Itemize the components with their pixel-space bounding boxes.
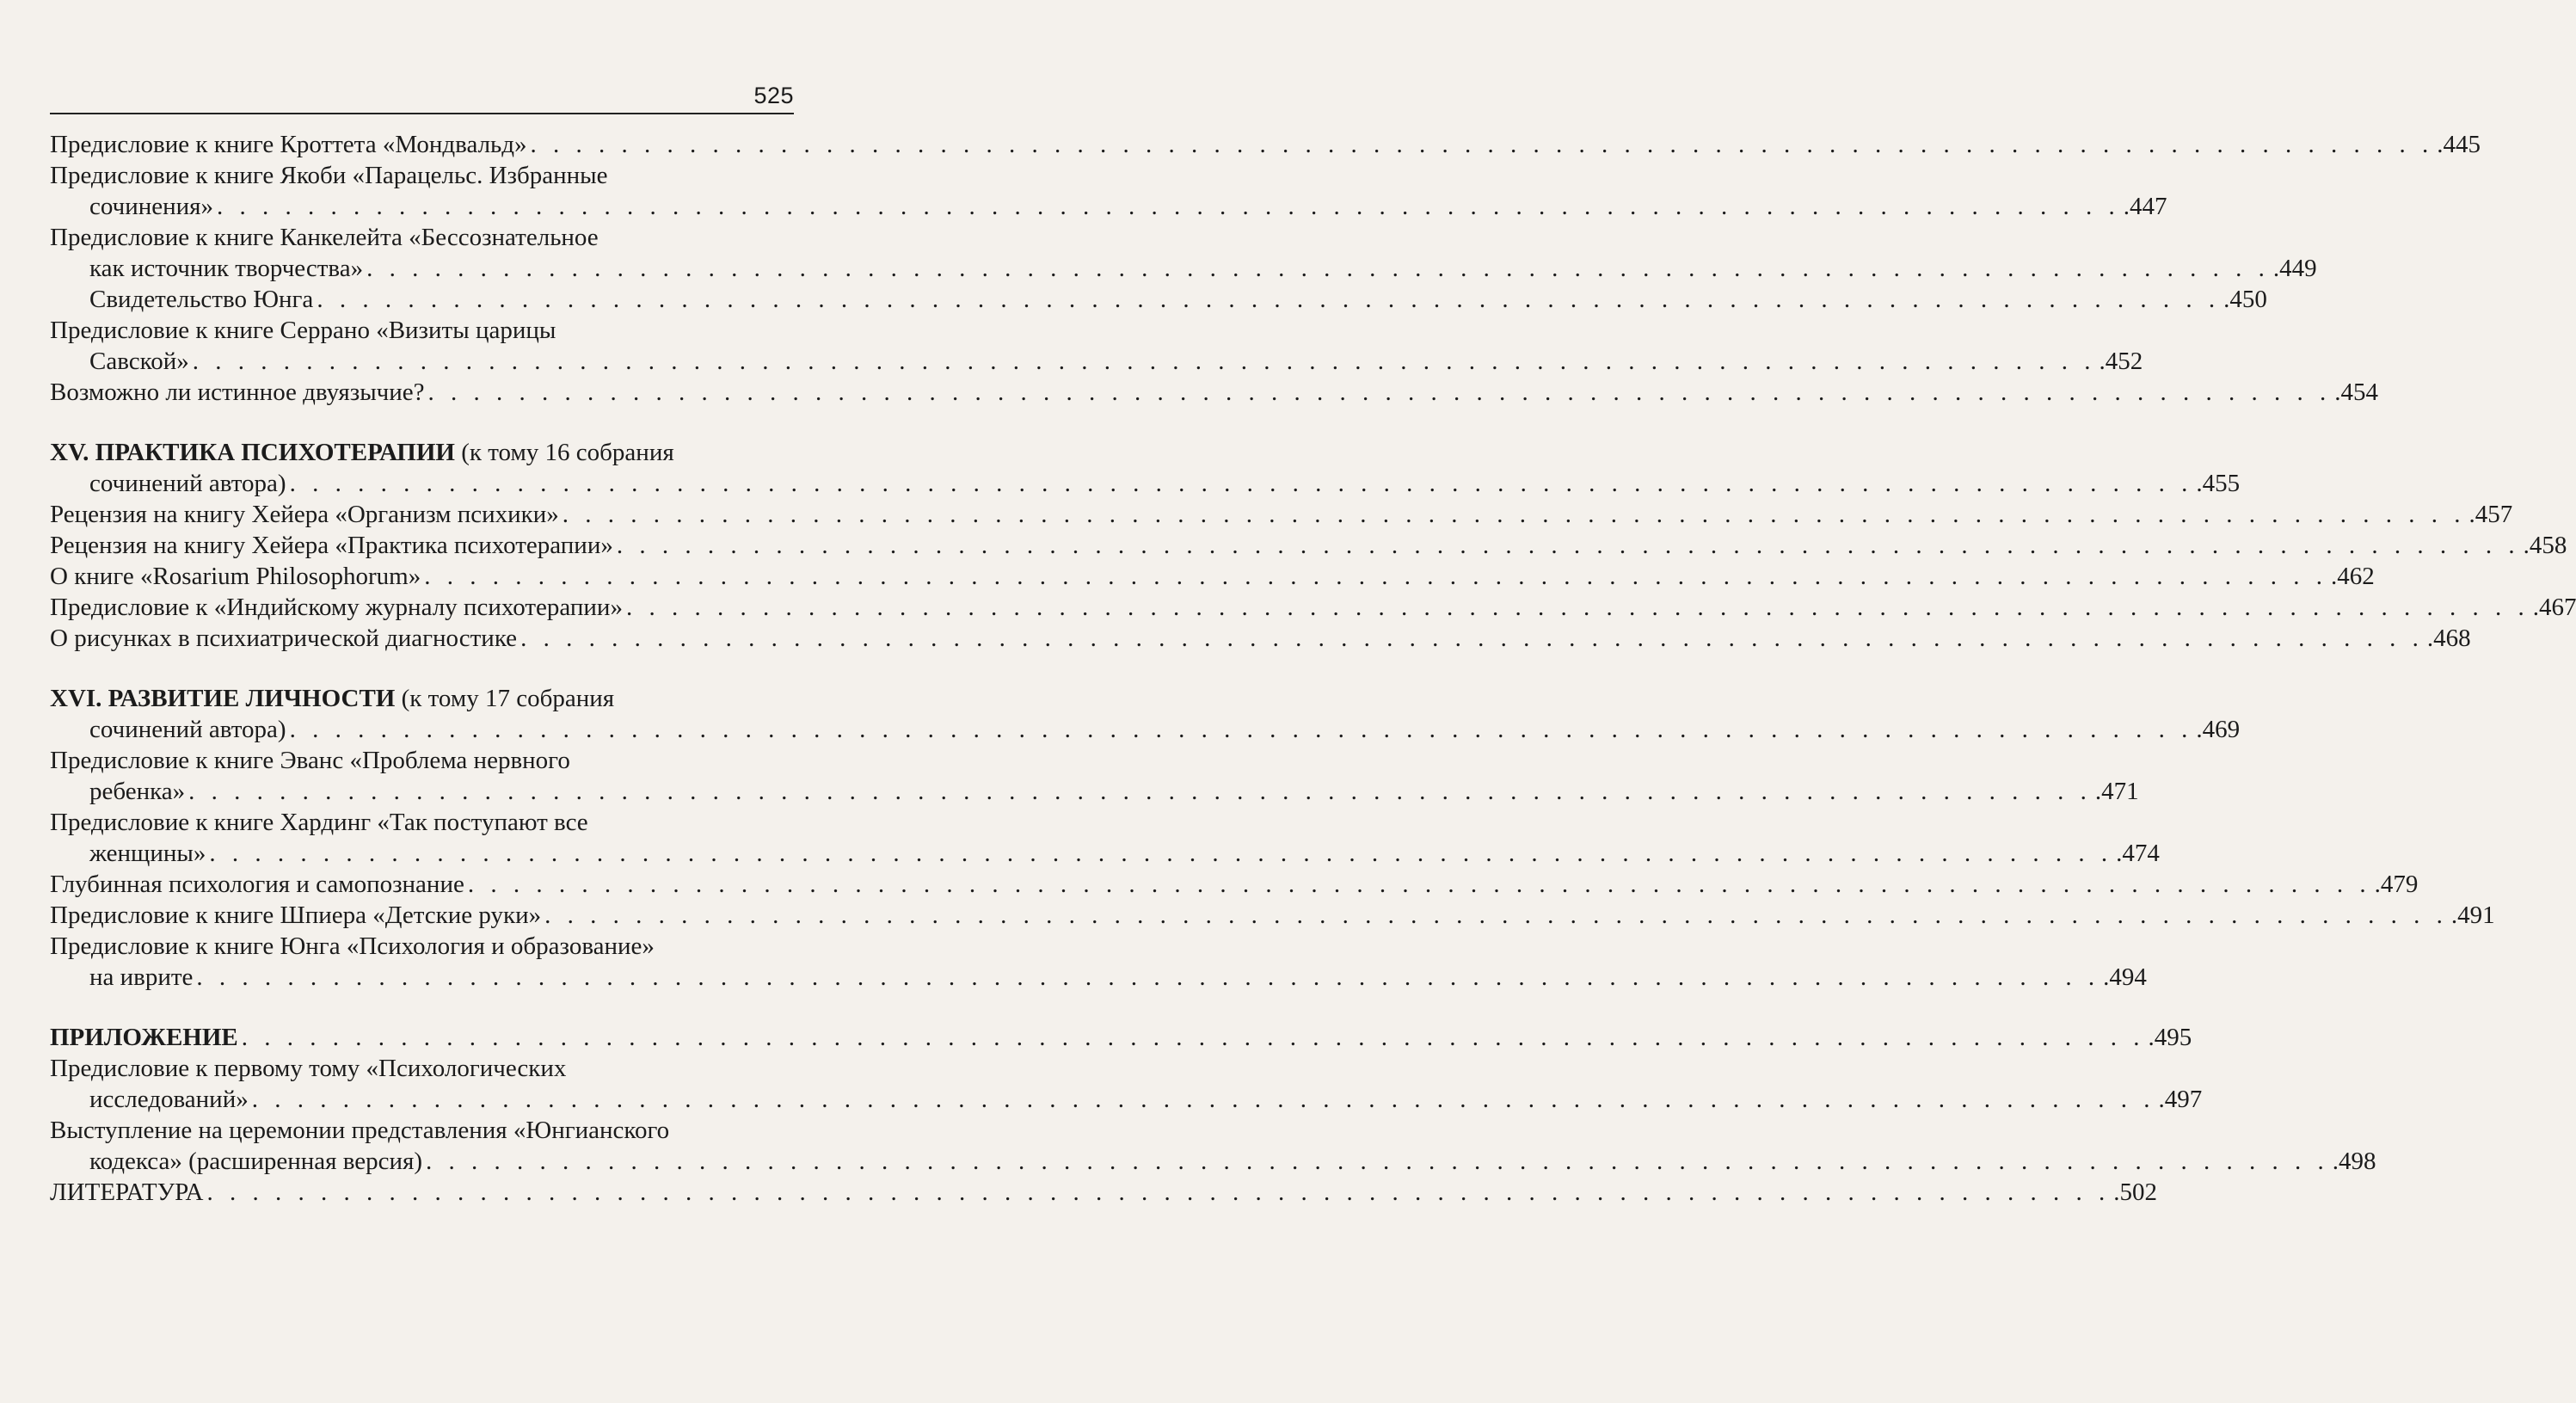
page-reference: .462 <box>2330 563 2375 590</box>
toc-entry <box>50 807 2160 869</box>
page-reference: .450 <box>2223 286 2267 313</box>
page-reference: .467 <box>2532 594 2576 621</box>
page-reference: .454 <box>2334 378 2379 406</box>
page-reference: .479 <box>2374 871 2419 898</box>
page-reference: .457 <box>2468 501 2513 528</box>
page-reference: .502 <box>2113 1178 2157 1206</box>
dot-leader: . . . . . . . . . . . . . . . . . . . . . . . . . . . . . . . . . . . . . . . . . . . . . . . . . . . . . . . . . . . . . . . . . . . . . . . . . . . . . . . . . . . . <box>520 625 2424 652</box>
page-reference: .468 <box>2426 625 2471 652</box>
page-reference: .498 <box>2332 1148 2376 1175</box>
toc-entry <box>50 377 2379 408</box>
toc-entry <box>50 222 2317 284</box>
toc-entry <box>50 869 2419 900</box>
toc-entry-title: сочинений автора) <box>89 716 286 743</box>
toc-entry-title: исследований» <box>89 1086 249 1113</box>
toc-entry-title: Рецензия на книгу Хейера «Практика психотерапии» <box>50 532 613 559</box>
toc-entry-title-line: Предисловие к книге Хардинг «Так поступают все <box>50 809 588 836</box>
toc-entry-title: Предисловие к книге Шпиера «Детские руки» <box>50 901 542 929</box>
dot-leader: . . . . . . . . . . . . . . . . . . . . . . . . . . . . . . . . . . . . . . . . . . . . . . . . . . . . . . . . . . . . . . . . . . . . . . . . . . . . . . . . . . . . <box>206 1178 2111 1206</box>
toc-entry-title-line: Предисловие к первому тому «Психологических <box>50 1055 567 1082</box>
toc-entry-title: Глубинная психология и самопознание <box>50 871 464 898</box>
page-reference: .497 <box>2158 1086 2203 1113</box>
page-reference: .494 <box>2103 963 2147 991</box>
dot-leader: . . . . . . . . . . . . . . . . . . . . . . . . . . . . . . . . . . . . . . . . . . . . . . . . . . . . . . . . . . . . . . . . . . . . . . . . . . . . . . . . . . . . <box>289 716 2193 743</box>
dot-leader: . . . . . . . . . . . . . . . . . . . . . . . . . . . . . . . . . . . . . . . . . . . . . . . . . . . . . . . . . . . . . . . . . . . . . . . . . . . . . . . . . . . . <box>241 1024 2145 1051</box>
toc-entry <box>50 1053 2203 1115</box>
toc-entry-title-line: Предисловие к книге Серрано «Визиты царицы <box>50 317 556 344</box>
toc-entry-title-line: Предисловие к книге Юнга «Психология и образование» <box>50 932 655 960</box>
toc-entry-title: ребенка» <box>89 778 186 805</box>
page-number: 525 <box>753 83 794 108</box>
dot-leader: . . . . . . . . . . . . . . . . . . . . . . . . . . . . . . . . . . . . . . . . . . . . . . . . . . . . . . . . . . . . . . . . . . . . . . . . . . . . . . . . . . . . <box>217 193 2120 220</box>
page-reference: .447 <box>2123 193 2167 220</box>
toc-entry-title: Предисловие к «Индийскому журналу психотерапии» <box>50 594 623 621</box>
toc-entry-title: Предисловие к книге Кроттета «Мондвальд» <box>50 131 527 158</box>
page-reference: .469 <box>2196 716 2241 743</box>
page-reference: .452 <box>2099 348 2143 375</box>
toc-entry-title: О книге «Rosarium Philosophorum» <box>50 563 421 590</box>
toc-entry <box>50 900 2495 931</box>
toc-entry-title: сочинений автора) <box>89 470 286 497</box>
toc-entry-title-line: Предисловие к книге Якоби «Парацельс. Избранные <box>50 162 608 189</box>
toc-entry-title-line: Выступление на церемонии представления «Юнгианского <box>50 1117 670 1144</box>
toc-entry-title: Савской» <box>89 348 189 375</box>
toc-entry-title: как источник творчества» <box>89 255 364 282</box>
dot-leader: . . . . . . . . . . . . . . . . . . . . . . . . . . . . . . . . . . . . . . . . . . . . . . . . . . . . . . . . . . . . . . . . . . . . . . . . . . . . . . . . . . . . <box>251 1086 2155 1113</box>
page-reference: .445 <box>2437 131 2481 158</box>
toc-entry-title: Свидетельство Юнга <box>89 286 314 313</box>
toc-entry-title: ЛИТЕРАТУРА <box>50 1178 204 1206</box>
dot-leader: . . . . . . . . . . . . . . . . . . . . . . . . . . . . . . . . . . . . . . . . . . . . . . . . . . . . . . . . . . . . . . . . . . . . . . . . . . . . . . . . . . . . <box>289 470 2193 497</box>
section-heading: XVI. РАЗВИТИЕ ЛИЧНОСТИ <box>50 685 396 712</box>
toc-entry <box>50 683 2241 745</box>
dot-leader: . . . . . . . . . . . . . . . . . . . . . . . . . . . . . . . . . . . . . . . . . . . . . . . . . . . . . . . . . . . . . . . . . . . . . . . . . . . . . . . . . . . . <box>544 901 2448 929</box>
toc-entry <box>50 1115 2376 1177</box>
page-reference: .455 <box>2196 470 2241 497</box>
dot-leader: . . . . . . . . . . . . . . . . . . . . . . . . . . . . . . . . . . . . . . . . . . . . . . . . . . . . . . . . . . . . . . . . . . . . . . . . . . . . . . . . . . . . <box>366 255 2270 282</box>
page-reference: .449 <box>2272 255 2317 282</box>
dot-leader: . . . . . . . . . . . . . . . . . . . . . . . . . . . . . . . . . . . . . . . . . . . . . . . . . . . . . . . . . . . . . . . . . . . . . . . . . . . . . . . . . . . . <box>562 501 2466 528</box>
section-heading-note: (к тому 16 собрания <box>454 439 674 466</box>
dot-leader: . . . . . . . . . . . . . . . . . . . . . . . . . . . . . . . . . . . . . . . . . . . . . . . . . . . . . . . . . . . . . . . . . . . . . . . . . . . . . . . . . . . . <box>616 532 2520 559</box>
toc-entry <box>50 129 2481 160</box>
toc-entry <box>50 1177 2157 1208</box>
header-rule <box>50 113 794 114</box>
toc-entry-title-line: Предисловие к книге Эванс «Проблема нервного <box>50 747 570 774</box>
toc-entry <box>50 1022 2192 1053</box>
toc-entry-title: кодекса» (расширенная версия) <box>89 1148 423 1175</box>
toc-entry <box>50 592 2576 623</box>
page-reference: .491 <box>2450 901 2495 929</box>
page-reference: .471 <box>2094 778 2139 805</box>
section-heading: XV. ПРАКТИКА ПСИХОТЕРАПИИ <box>50 439 455 466</box>
toc-entry <box>50 160 2167 222</box>
toc-entry-title-line: Предисловие к книге Канкелейта «Бессознательное <box>50 224 599 251</box>
dot-leader: . . . . . . . . . . . . . . . . . . . . . . . . . . . . . . . . . . . . . . . . . . . . . . . . . . . . . . . . . . . . . . . . . . . . . . . . . . . . . . . . . . . . <box>625 594 2530 621</box>
toc-entry <box>50 437 2241 499</box>
toc-entry <box>50 931 2147 993</box>
toc-entry-title: на иврите <box>89 963 194 991</box>
dot-leader: . . . . . . . . . . . . . . . . . . . . . . . . . . . . . . . . . . . . . . . . . . . . . . . . . . . . . . . . . . . . . . . . . . . . . . . . . . . . . . . . . . . . <box>424 563 2327 590</box>
toc-entry-title-line <box>50 683 794 714</box>
section-heading-note: (к тому 17 собрания <box>395 685 615 712</box>
page-reference: .458 <box>2523 532 2567 559</box>
toc-entry <box>50 284 2267 315</box>
toc-entry-title: Возможно ли истинное двуязычие? <box>50 378 425 406</box>
toc-entry-title: женщины» <box>89 840 206 867</box>
dot-leader: . . . . . . . . . . . . . . . . . . . . . . . . . . . . . . . . . . . . . . . . . . . . . . . . . . . . . . . . . . . . . . . . . . . . . . . . . . . . . . . . . . . . <box>426 1148 2329 1175</box>
toc-entry-title-line <box>50 437 794 468</box>
page-reference: .495 <box>2148 1024 2192 1051</box>
dot-leader: . . . . . . . . . . . . . . . . . . . . . . . . . . . . . . . . . . . . . . . . . . . . . . . . . . . . . . . . . . . . . . . . . . . . . . . . . . . . . . . . . . . . <box>530 131 2434 158</box>
toc-entry <box>50 530 2567 561</box>
toc-entry-title: ПРИЛОЖЕНИЕ <box>50 1024 238 1051</box>
dot-leader: . . . . . . . . . . . . . . . . . . . . . . . . . . . . . . . . . . . . . . . . . . . . . . . . . . . . . . . . . . . . . . . . . . . . . . . . . . . . . . . . . . . . <box>188 778 2092 805</box>
toc-entry <box>50 623 2471 654</box>
dot-leader: . . . . . . . . . . . . . . . . . . . . . . . . . . . . . . . . . . . . . . . . . . . . . . . . . . . . . . . . . . . . . . . . . . . . . . . . . . . . . . . . . . . . <box>317 286 2221 313</box>
dot-leader: . . . . . . . . . . . . . . . . . . . . . . . . . . . . . . . . . . . . . . . . . . . . . . . . . . . . . . . . . . . . . . . . . . . . . . . . . . . . . . . . . . . . <box>192 348 2096 375</box>
toc-entry <box>50 315 2143 377</box>
toc-entry <box>50 561 2375 592</box>
dot-leader: . . . . . . . . . . . . . . . . . . . . . . . . . . . . . . . . . . . . . . . . . . . . . . . . . . . . . . . . . . . . . . . . . . . . . . . . . . . . . . . . . . . . <box>196 963 2100 991</box>
dot-leader: . . . . . . . . . . . . . . . . . . . . . . . . . . . . . . . . . . . . . . . . . . . . . . . . . . . . . . . . . . . . . . . . . . . . . . . . . . . . . . . . . . . . <box>427 378 2332 406</box>
toc-entry-title: сочинения» <box>89 193 213 220</box>
dot-leader: . . . . . . . . . . . . . . . . . . . . . . . . . . . . . . . . . . . . . . . . . . . . . . . . . . . . . . . . . . . . . . . . . . . . . . . . . . . . . . . . . . . . <box>209 840 2113 867</box>
toc-entry <box>50 745 2139 807</box>
toc-entry <box>50 499 2513 530</box>
toc-entry-title: О рисунках в психиатрической диагностике <box>50 625 518 652</box>
page-reference: .474 <box>2116 840 2160 867</box>
dot-leader: . . . . . . . . . . . . . . . . . . . . . . . . . . . . . . . . . . . . . . . . . . . . . . . . . . . . . . . . . . . . . . . . . . . . . . . . . . . . . . . . . . . . <box>467 871 2371 898</box>
toc-entry-title: Рецензия на книгу Хейера «Организм психики» <box>50 501 559 528</box>
table-of-contents <box>50 129 2576 1208</box>
